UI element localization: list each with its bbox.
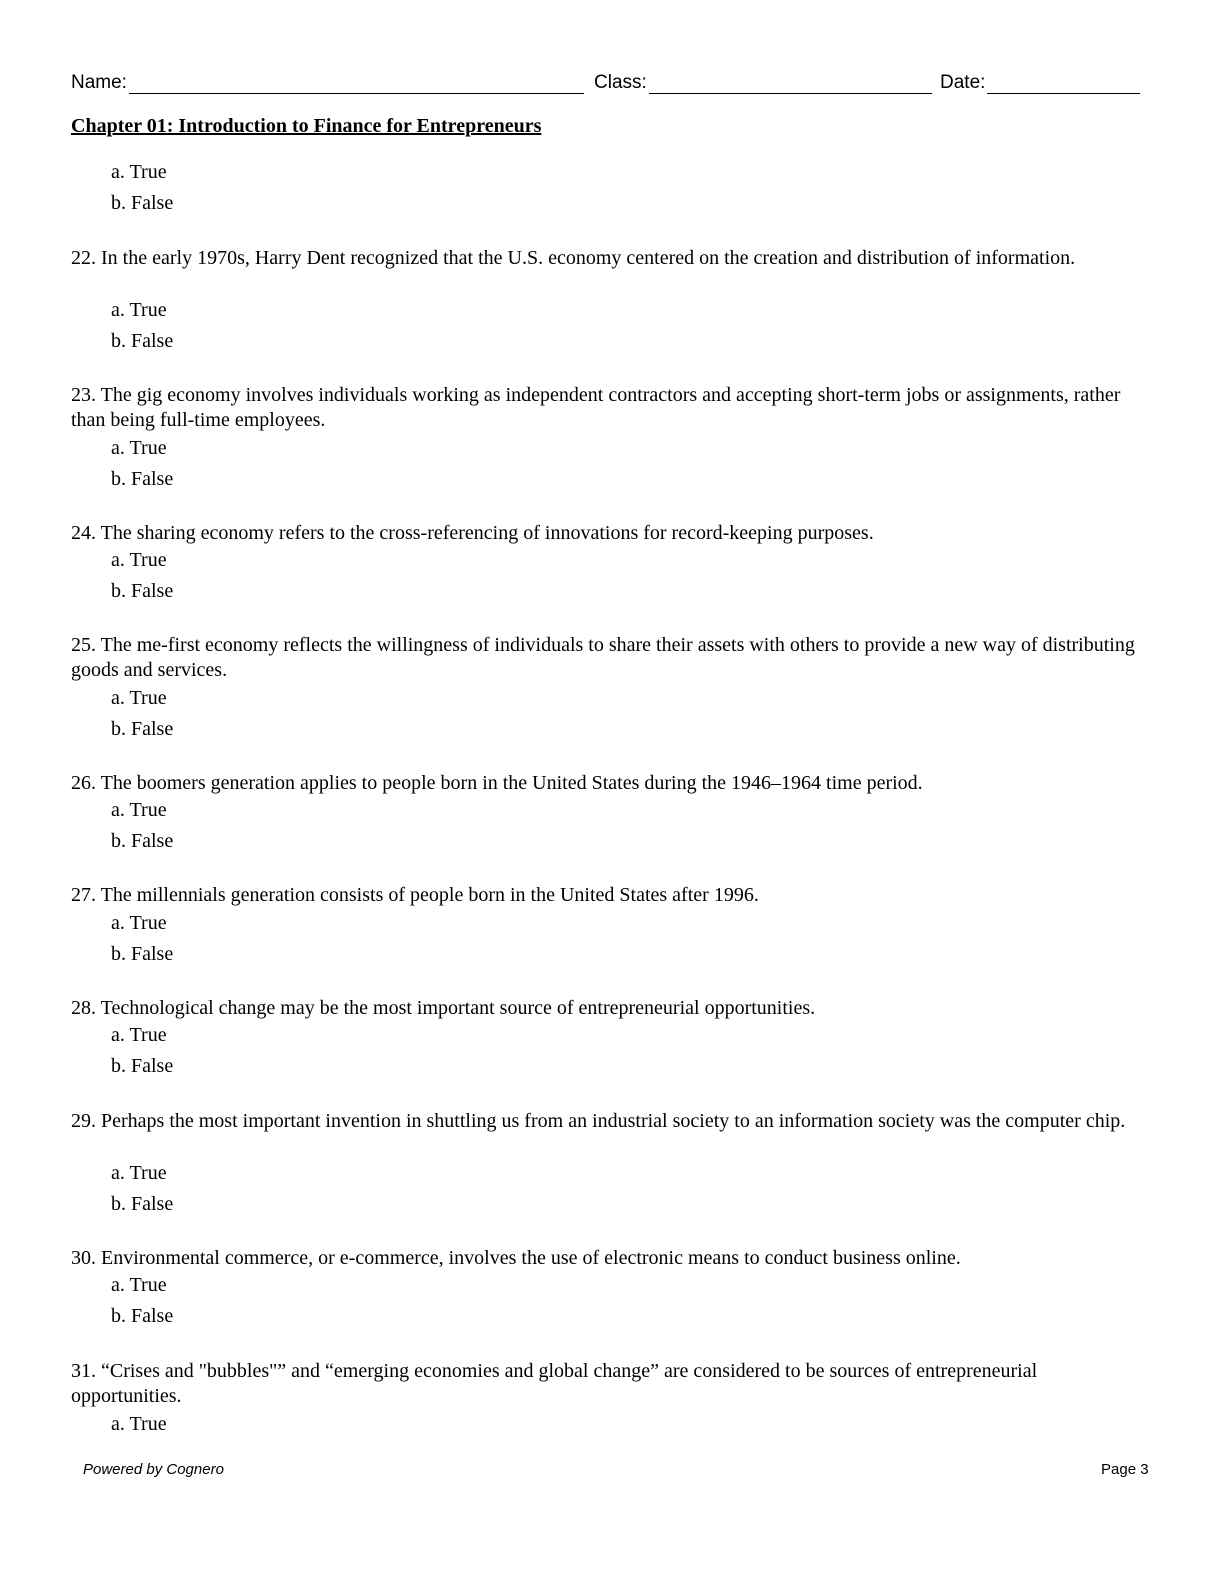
question-22: 22. In the early 1970s, Harry Dent recognized that the U.S. economy centered on the creation and distribution of information. xyxy=(71,247,1076,269)
option-true: a. True xyxy=(111,437,167,459)
option-true: a. True xyxy=(111,687,167,709)
option-true: a. True xyxy=(111,1024,167,1046)
option-false: b. False xyxy=(111,830,174,852)
powered-by: Powered by Cognero xyxy=(83,1461,224,1478)
class-field xyxy=(594,72,932,94)
option-true: a. True xyxy=(111,912,167,934)
question-26: 26. The boomers generation applies to people born in the United States during the 1946–1964 time period. xyxy=(71,772,923,794)
option-false: b. False xyxy=(111,192,174,214)
option-true: a. True xyxy=(111,1162,167,1184)
option-false: b. False xyxy=(111,943,174,965)
date-field xyxy=(940,72,1140,94)
question-29: 29. Perhaps the most important invention in shuttling us from an industrial society to an information society was the computer chip. xyxy=(71,1110,1126,1132)
page-number: Page 3 xyxy=(1101,1461,1149,1478)
question-30: 30. Environmental commerce, or e-commerce, involves the use of electronic means to conduct business online. xyxy=(71,1247,961,1269)
question-27: 27. The millennials generation consists of people born in the United States after 1996. xyxy=(71,884,759,906)
chapter-title: Chapter 01: Introduction to Finance for Entrepreneurs xyxy=(71,115,542,137)
name-blank xyxy=(129,73,584,94)
class-blank xyxy=(649,73,932,94)
option-false: b. False xyxy=(111,330,174,352)
name-field xyxy=(71,72,584,94)
option-true: a. True xyxy=(111,299,167,321)
question-24: 24. The sharing economy refers to the cross-referencing of innovations for record-keeping purposes. xyxy=(71,522,874,544)
option-false: b. False xyxy=(111,1305,174,1327)
option-true: a. True xyxy=(111,161,167,183)
question-25: 25. The me-first economy reflects the willingness of individuals to share their assets with others to provide a new way of distributing goods and services. xyxy=(71,634,1135,681)
option-true: a. True xyxy=(111,1413,167,1435)
option-false: b. False xyxy=(111,718,174,740)
option-true: a. True xyxy=(111,799,167,821)
date-blank xyxy=(987,73,1140,94)
question-28: 28. Technological change may be the most important source of entrepreneurial opportunities. xyxy=(71,997,816,1019)
option-true: a. True xyxy=(111,549,167,571)
option-true: a. True xyxy=(111,1274,167,1296)
class-label: Class: xyxy=(594,72,647,93)
question-23: 23. The gig economy involves individuals working as independent contractors and accepting short-term jobs or assignments, rather than being full-time employees. xyxy=(71,384,1121,431)
option-false: b. False xyxy=(111,468,174,490)
question-31: 31. “Crises and "bubbles"” and “emerging economies and global change” are considered to be sources of entrepreneurial opportunities. xyxy=(71,1360,1038,1407)
date-label: Date: xyxy=(940,72,986,93)
option-false: b. False xyxy=(111,1193,174,1215)
option-false: b. False xyxy=(111,580,174,602)
header-fields xyxy=(71,72,1143,98)
name-label: Name: xyxy=(71,72,127,93)
option-false: b. False xyxy=(111,1055,174,1077)
